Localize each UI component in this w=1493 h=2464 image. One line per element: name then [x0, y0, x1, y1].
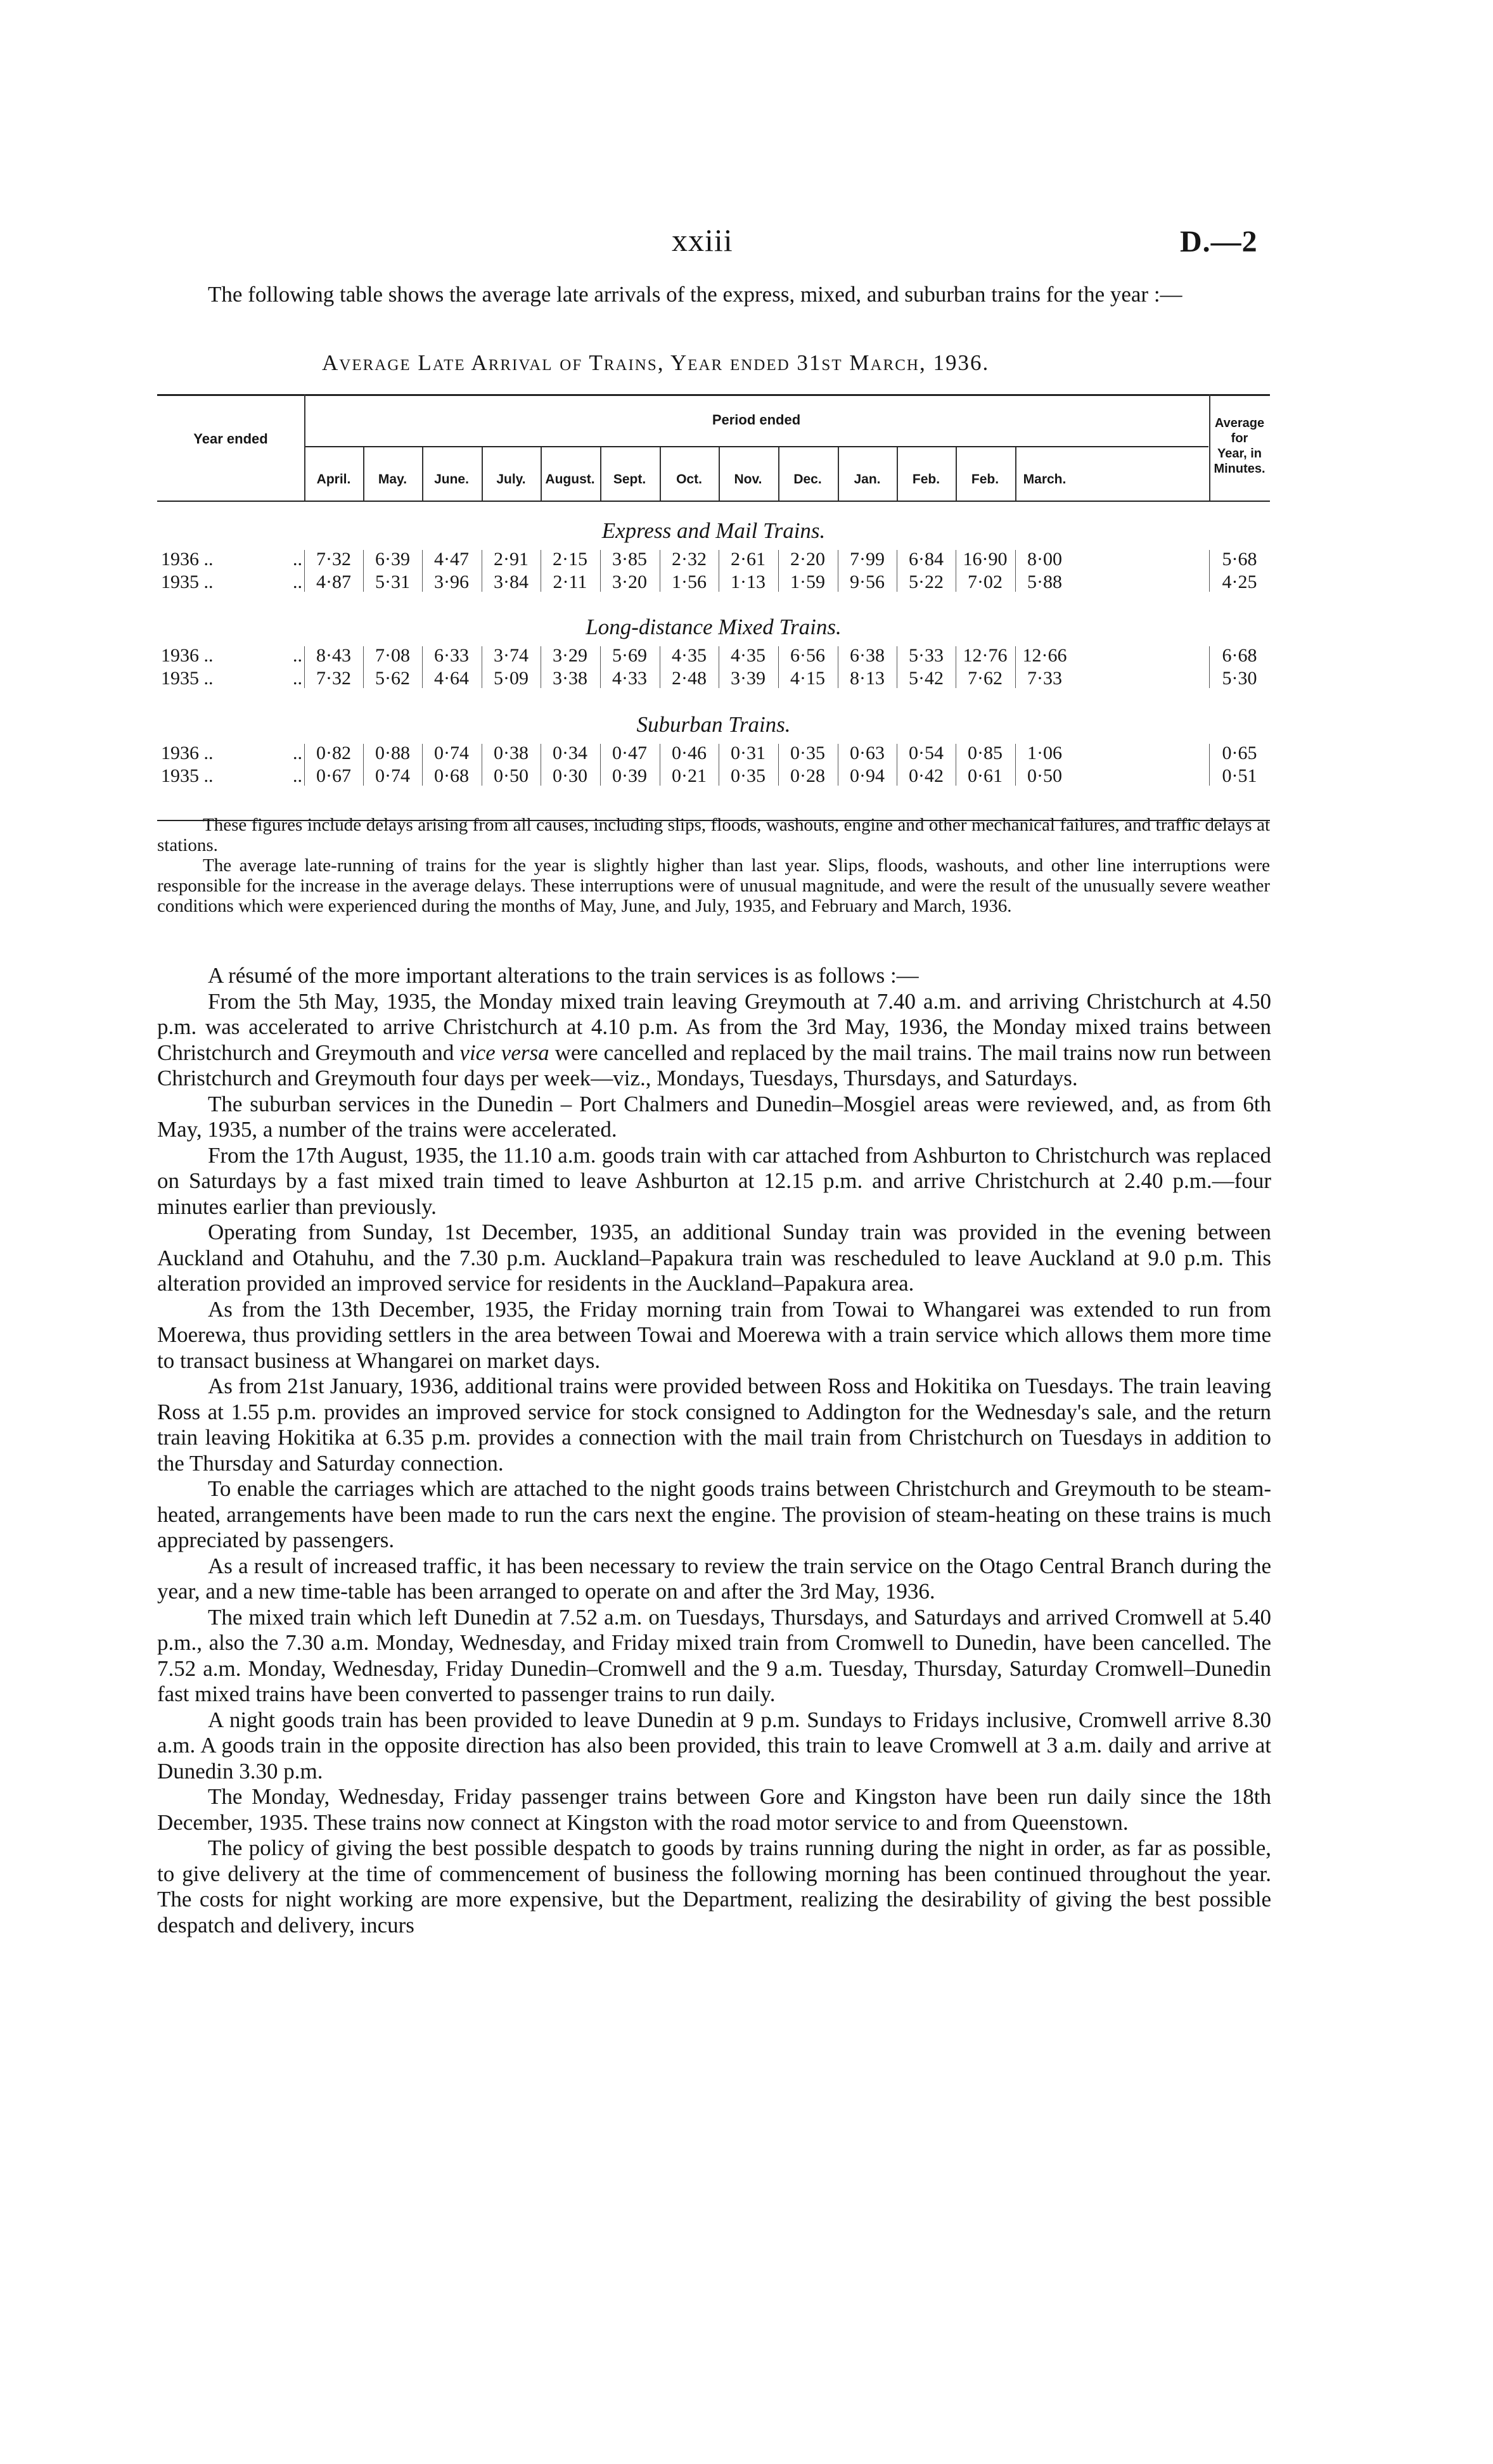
table-cell: 4·35: [672, 645, 707, 666]
table-cell: 4·64: [434, 668, 469, 689]
table-cell: 0·50: [1027, 765, 1062, 786]
table-cell: 1·56: [672, 571, 707, 592]
table-title: Average Late Arrival of Trains, Year ended 31st March, 1936.: [322, 350, 990, 375]
row-leader: ..: [293, 668, 302, 689]
table-cell: 4·33: [612, 668, 647, 689]
table-cell: 0·47: [612, 743, 647, 763]
month-divider: [541, 447, 542, 501]
body-paragraph: From the 17th August, 1935, the 11.10 a.m. goods train with car attached from Ashburton to Christchurch was replaced on Saturdays by a fast mixed train timed to leave Ashburton at 12.15 p.m. and arrive Christchurch at 2.40 p.m.—four minutes earlier than previously.: [157, 1142, 1271, 1219]
table-cell: 7·08: [375, 645, 410, 666]
month-header: March.: [1023, 472, 1067, 487]
row-divider: [1015, 646, 1016, 688]
table-cell: 0·34: [553, 743, 587, 763]
italic-phrase: vice versa: [459, 1040, 549, 1065]
table-cell: 6·38: [850, 645, 885, 666]
row-year: 1936 ..: [161, 549, 214, 570]
row-leader: ..: [293, 549, 302, 570]
body-paragraph: The policy of giving the best possible despatch to goods by trains running during the night in order, as far as possible, to give delivery at the time of commencement of business the following morning has been continued throughout the year. The costs for night working are more expensive, but the Department, realizing the desirability of giving the best possible despatch and delivery, incurs: [157, 1835, 1271, 1937]
table-cell: 3·85: [612, 549, 647, 570]
body-paragraph: As from the 13th December, 1935, the Friday morning train from Towai to Whangarei was extended to run from Moerewa, thus providing settlers in the area between Towai and Moerewa with a train service which allows them more time to transact business at Whangarei on market days.: [157, 1296, 1271, 1373]
table-cell: 0·74: [375, 765, 410, 786]
table-top-rule: [157, 394, 1270, 396]
row-divider: [1209, 550, 1210, 592]
table-cell: 3·96: [434, 571, 469, 592]
table-cell: 6·56: [790, 645, 825, 666]
period-header-rule: [304, 446, 1208, 447]
table-cell: 0·39: [612, 765, 647, 786]
row-divider: [1015, 744, 1016, 786]
row-divider: [778, 646, 779, 688]
table-cell: 0·88: [375, 743, 410, 763]
table-cell: 4·47: [434, 549, 469, 570]
table-cell: 2·61: [731, 549, 766, 570]
month-header: July.: [496, 472, 526, 487]
table-cell: 5·31: [375, 571, 410, 592]
row-divider: [1209, 646, 1210, 688]
body-paragraph: Operating from Sunday, 1st December, 1935, an additional Sunday train was provided in the evening between Auckland and Otahuhu, and the 7.30 p.m. Auckland–Papakura train was rescheduled to leave Auckland at 9.0 p.m. This alteration provided an improved service for residents in the Auckland–Papakura area.: [157, 1220, 1271, 1296]
month-divider: [422, 447, 423, 501]
month-divider: [897, 447, 898, 501]
row-divider: [304, 744, 305, 786]
table-cell: 3·39: [731, 668, 766, 689]
row-divider: [363, 550, 364, 592]
table-cell: 7·32: [316, 549, 351, 570]
intro-paragraph: The following table shows the average late arrivals of the express, mixed, and suburban trains for the year :—: [208, 282, 1182, 307]
table-cell: 6·84: [909, 549, 944, 570]
row-leader: ..: [293, 765, 302, 786]
table-cell: 2·32: [672, 549, 707, 570]
header-bottom-rule: [157, 501, 1270, 502]
row-divider: [600, 550, 601, 592]
row-leader: ..: [293, 571, 302, 592]
row-year: 1935 ..: [161, 765, 214, 786]
month-divider: [600, 447, 601, 501]
row-divider: [304, 550, 305, 592]
average-cell: 6·68: [1222, 645, 1257, 666]
table-cell: 7·32: [316, 668, 351, 689]
month-header: June.: [434, 472, 469, 487]
table-cell: 3·74: [494, 645, 529, 666]
table-cell: 12·76: [963, 645, 1008, 666]
month-header: Sept.: [613, 472, 646, 487]
month-divider: [482, 447, 483, 501]
row-divider: [363, 646, 364, 688]
table-cell: 7·99: [850, 549, 885, 570]
table-cell: 0·38: [494, 743, 529, 763]
average-cell: 4·25: [1222, 571, 1257, 592]
table-cell: 3·84: [494, 571, 529, 592]
row-divider: [1209, 744, 1210, 786]
table-cell: 3·38: [553, 668, 587, 689]
month-header: Feb.: [971, 472, 999, 487]
average-header-line: Minutes.: [1214, 462, 1266, 476]
table-cell: 0·21: [672, 765, 707, 786]
table-cell: 3·20: [612, 571, 647, 592]
month-header: Nov.: [734, 472, 762, 487]
table-cell: 4·35: [731, 645, 766, 666]
row-year: 1936 ..: [161, 645, 214, 666]
year-ended-header: Year ended: [193, 431, 268, 447]
month-header: August.: [545, 472, 595, 487]
row-divider: [422, 646, 423, 688]
row-divider: [363, 744, 364, 786]
table-cell: 5·62: [375, 668, 410, 689]
body-paragraph: As a result of increased traffic, it has been necessary to review the train service on the Otago Central Branch during the year, and a new time-table has been arranged to operate on and after the 3rd May, 1936.: [157, 1553, 1271, 1604]
table-cell: 0·82: [316, 743, 351, 763]
average-cell: 0·65: [1222, 743, 1257, 763]
average-header: [1209, 416, 1270, 476]
table-cell: 0·35: [790, 743, 825, 763]
table-cell: 0·63: [850, 743, 885, 763]
table-cell: 2·48: [672, 668, 707, 689]
table-cell: 4·15: [790, 668, 825, 689]
row-year: 1936 ..: [161, 743, 214, 763]
body-paragraph: The mixed train which left Dunedin at 7.52 a.m. on Tuesdays, Thursdays, and Saturdays and arrived Cromwell at 5.40 p.m., also the 7.30 a.m. Monday, Wednesday, and Friday mixed train from Cromwell to Dunedin, have been cancelled. The 7.52 a.m. Monday, Wednesday, Friday Dunedin–Cromwell and the 9 a.m. Tuesday, Thursday, Saturday Cromwell–Dunedin fast mixed trains have been converted to passenger trains to run daily.: [157, 1604, 1271, 1706]
table-cell: 0·54: [909, 743, 944, 763]
body-paragraph: The suburban services in the Dunedin – Port Chalmers and Dunedin–Mosgiel areas were reviewed, and, as from 6th May, 1935, a number of the trains were accelerated.: [157, 1091, 1271, 1142]
row-divider: [600, 646, 601, 688]
average-header-line: for: [1231, 431, 1248, 445]
row-divider: [778, 744, 779, 786]
table-cell: 8·13: [850, 668, 885, 689]
table-cell: 5·09: [494, 668, 529, 689]
body-paragraph: A résumé of the more important alterations to the train services is as follows :—: [208, 963, 919, 988]
body-paragraph: The Monday, Wednesday, Friday passenger trains between Gore and Kingston have been run daily since the 18th December, 1935. These trains now connect at Kingston with the road motor service to and from Queenstown.: [157, 1784, 1271, 1835]
table-cell: 8·00: [1027, 549, 1062, 570]
row-year: 1935 ..: [161, 668, 214, 689]
month-divider: [956, 447, 957, 501]
table-cell: 12·66: [1022, 645, 1067, 666]
body-paragraph: From the 5th May, 1935, the Monday mixed train leaving Greymouth at 7.40 a.m. and arriving Christchurch at 4.50 p.m. was accelerated to arrive Christchurch at 4.10 p.m. As from the 3rd May, 1936, the Monday mixed trains between Christchurch and Greymouth and vice versa were cancelled and replaced by the mail trains. The mail trains now run between Christchurch and Greymouth four days per week—viz., Mondays, Tuesdays, Thursdays, and Saturdays.: [157, 988, 1272, 1090]
average-header-line: Average: [1214, 416, 1265, 430]
table-cell: 0·35: [731, 765, 766, 786]
month-divider: [719, 447, 720, 501]
table-cell: 9·56: [850, 571, 885, 592]
row-divider: [1015, 550, 1016, 592]
month-header: April.: [316, 472, 351, 487]
average-header-line: Year, in: [1217, 447, 1262, 461]
row-leader: ..: [293, 645, 302, 666]
row-divider: [778, 550, 779, 592]
table-cell: 16·90: [963, 549, 1008, 570]
month-divider: [660, 447, 661, 501]
late-arrival-table: [157, 394, 1270, 824]
month-header: Oct.: [676, 472, 702, 487]
row-divider: [422, 550, 423, 592]
month-divider: [838, 447, 839, 501]
table-cell: 0·31: [731, 743, 766, 763]
average-cell: 5·68: [1222, 549, 1257, 570]
table-cell: 5·88: [1027, 571, 1062, 592]
month-header: Dec.: [793, 472, 822, 487]
body-paragraph: A night goods train has been provided to leave Dunedin at 9 p.m. Sundays to Fridays inclusive, Cromwell arrive 8.30 a.m. A goods train in the opposite direction has also been provided, this train to leave Cromwell at 3 a.m. daily and arrive at Dunedin 3.30 p.m.: [157, 1707, 1271, 1784]
table-cell: 6·39: [375, 549, 410, 570]
average-cell: 5·30: [1222, 668, 1257, 689]
table-cell: 0·94: [850, 765, 885, 786]
table-cell: 1·59: [790, 571, 825, 592]
month-divider: [778, 447, 779, 501]
month-header: May.: [378, 472, 407, 487]
table-cell: 0·85: [968, 743, 1003, 763]
row-divider: [304, 646, 305, 688]
table-cell: 1·13: [731, 571, 766, 592]
table-cell: 0·30: [553, 765, 587, 786]
table-cell: 5·22: [909, 571, 944, 592]
table-cell: 0·74: [434, 743, 469, 763]
body-paragraph: To enable the carriages which are attached to the night goods trains between Christchurch and Greymouth to be steam-heated, arrangements have been made to run the cars next the engine. The provision of steam-heating on these trains is much appreciated by passengers.: [157, 1476, 1271, 1552]
table-cell: 1·06: [1027, 743, 1062, 763]
table-cell: 0·50: [494, 765, 529, 786]
table-cell: 3·29: [553, 645, 587, 666]
table-cell: 5·42: [909, 668, 944, 689]
section-title: Express and Mail Trains.: [601, 518, 826, 543]
section-title: Suburban Trains.: [636, 712, 791, 737]
table-cell: 0·67: [316, 765, 351, 786]
table-cell: 5·33: [909, 645, 944, 666]
row-divider: [600, 744, 601, 786]
document-reference: D.—2: [1180, 225, 1258, 259]
table-cell: 0·28: [790, 765, 825, 786]
table-cell: 2·20: [790, 549, 825, 570]
row-divider: [422, 744, 423, 786]
body-paragraph: As from 21st January, 1936, additional trains were provided between Ross and Hokitika on Tuesdays. The train leaving Ross at 1.55 p.m. provides an improved service for stock consigned to Addington for the Wednesday's sale, and the return train leaving Hokitika at 6.35 p.m. provides a connection with the mail train from Christchurch on Tuesdays in addition to the Thursday and Saturday connection.: [157, 1374, 1271, 1476]
table-cell: 0·46: [672, 743, 707, 763]
table-cell: 7·02: [968, 571, 1003, 592]
month-header: Feb.: [912, 472, 940, 487]
section-title: Long-distance Mixed Trains.: [586, 615, 842, 639]
month-header: Jan.: [854, 472, 881, 487]
period-ended-header: Period ended: [712, 412, 801, 428]
body-text: [157, 963, 1271, 1938]
table-cell: 4·87: [316, 571, 351, 592]
table-cell: 0·68: [434, 765, 469, 786]
table-cell: 2·15: [553, 549, 587, 570]
table-note: The average late-running of trains for the year is slightly higher than last year. Slips, floods, washouts, and other line interruptions were responsible for the increase in the average delays. These interruptions were of unusual magnitude, and were the result of the unusually severe weather conditions which were experienced during the months of May, June, and July, 1935, and February and March, 1936.: [157, 855, 1270, 916]
month-divider: [1015, 447, 1016, 501]
table-cell: 7·33: [1027, 668, 1062, 689]
table-cell: 0·42: [909, 765, 944, 786]
average-cell: 0·51: [1222, 765, 1257, 786]
table-cell: 0·61: [968, 765, 1003, 786]
page-number: xxiii: [672, 222, 733, 258]
table-cell: 2·91: [494, 549, 529, 570]
table-cell: 8·43: [316, 645, 351, 666]
table-cell: 6·33: [434, 645, 469, 666]
table-cell: 2·11: [553, 571, 587, 592]
table-note: These figures include delays arising from all causes, including slips, floods, washouts, engine and other mechanical failures, and traffic delays at stations.: [157, 815, 1270, 855]
row-year: 1935 ..: [161, 571, 214, 592]
table-notes: [157, 815, 1270, 916]
row-leader: ..: [293, 743, 302, 763]
table-cell: 7·62: [968, 668, 1003, 689]
table-cell: 5·69: [612, 645, 647, 666]
month-divider: [363, 447, 364, 501]
